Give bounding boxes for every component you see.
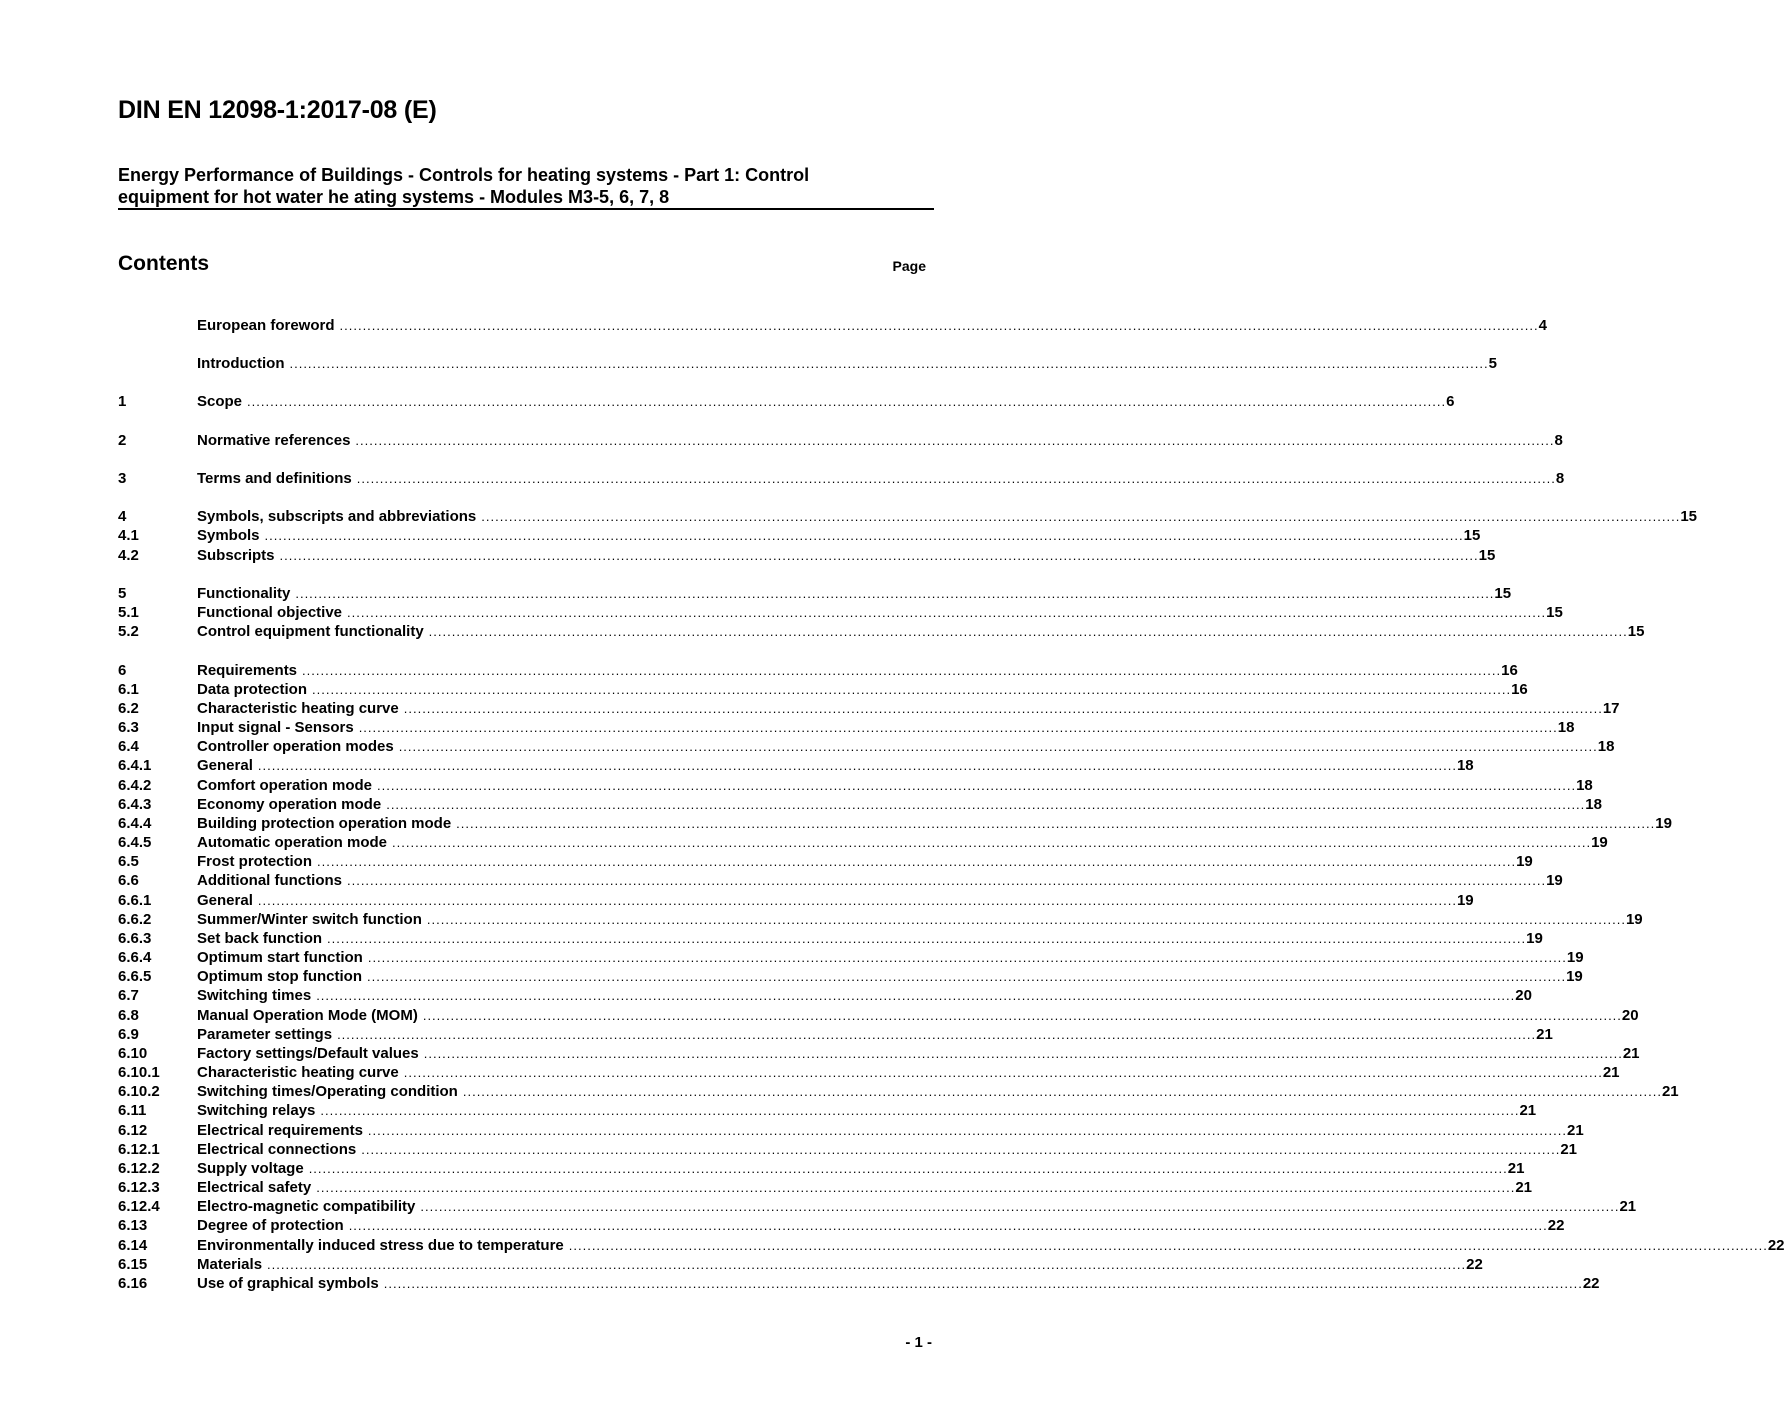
toc-entry-title: Use of graphical symbols bbox=[197, 1275, 379, 1292]
toc-entry[interactable] bbox=[118, 795, 1602, 814]
subtitle-line-2: equipment for hot water he ating systems - Modules M3-5, 6, 7, 8 bbox=[118, 187, 670, 207]
toc-entry-page: 21 bbox=[1515, 1179, 1533, 1196]
toc-dot-leader: .................................................................................................................................................................................................................................................................... bbox=[456, 816, 1656, 831]
toc-entry-page: 15 bbox=[1478, 547, 1496, 564]
toc-dot-leader: .................................................................................................................................................................................................................................................................... bbox=[356, 471, 1556, 486]
toc-entry-title: Parameter settings bbox=[197, 1026, 333, 1043]
toc-entry[interactable] bbox=[118, 1006, 1639, 1025]
toc-entry-number: 6.12 bbox=[118, 1122, 148, 1139]
toc-entry-number: 6.2 bbox=[118, 700, 139, 717]
toc-entry[interactable] bbox=[118, 1044, 1640, 1063]
toc-entry-page: 19 bbox=[1566, 968, 1583, 985]
toc-entry-title: Subscripts bbox=[197, 547, 275, 564]
toc-entry-number: 4.1 bbox=[118, 527, 139, 544]
toc-dot-leader: .................................................................................................................................................................................................................................................................... bbox=[367, 1123, 1567, 1138]
page-column-label: Page bbox=[892, 258, 926, 274]
toc-entry-number: 6.4.1 bbox=[118, 757, 152, 774]
toc-entry-title: Scope bbox=[197, 393, 243, 410]
toc-entry-page: 17 bbox=[1602, 700, 1620, 717]
toc-entry-title: Building protection operation mode bbox=[197, 815, 452, 832]
toc-entry-title: Functional objective bbox=[197, 604, 343, 621]
toc-entry-page: 18 bbox=[1557, 719, 1575, 736]
contents-heading: Contents bbox=[118, 252, 209, 275]
toc-entry-title: Optimum stop function bbox=[197, 968, 362, 985]
toc-dot-leader: .................................................................................................................................................................................................................................................................... bbox=[366, 969, 1567, 984]
toc-entry-page: 19 bbox=[1591, 834, 1608, 851]
toc-entry[interactable] bbox=[118, 833, 1608, 852]
toc-entry-page: 15 bbox=[1546, 604, 1563, 621]
toc-dot-leader: .................................................................................................................................................................................................................................................................... bbox=[423, 1046, 1623, 1061]
toc-entry[interactable] bbox=[118, 776, 1593, 795]
toc-entry-page: 15 bbox=[1680, 508, 1698, 525]
toc-entry[interactable] bbox=[118, 967, 1583, 986]
toc-entry-number: 3 bbox=[118, 470, 127, 487]
toc-entry-page: 15 bbox=[1627, 623, 1645, 640]
toc-entry-page: 19 bbox=[1516, 853, 1533, 870]
toc-dot-leader: .................................................................................................................................................................................................................................................................... bbox=[392, 835, 1592, 850]
toc-entry-number: 6.12.2 bbox=[118, 1160, 160, 1177]
toc-dot-leader: .................................................................................................................................................................................................................................................................... bbox=[346, 873, 1547, 888]
toc-entry-title: Additional functions bbox=[197, 872, 342, 889]
toc-dot-leader: .................................................................................................................................................................................................................................................................... bbox=[403, 1065, 1603, 1080]
toc-dot-leader: .................................................................................................................................................................................................................................................................... bbox=[320, 1103, 1520, 1118]
toc-entry-number: 6.4.4 bbox=[118, 815, 152, 832]
toc-entry-title: Degree of protection bbox=[197, 1217, 344, 1234]
toc-entry-number: 6.9 bbox=[118, 1026, 139, 1043]
toc-entry[interactable] bbox=[118, 929, 1543, 948]
toc-entry-page: 22 bbox=[1582, 1275, 1600, 1292]
toc-dot-leader: .................................................................................................................................................................................................................................................................... bbox=[420, 1199, 1620, 1214]
toc-entry-page: 21 bbox=[1619, 1198, 1637, 1215]
toc-entry-page: 4 bbox=[1538, 317, 1547, 334]
toc-dot-leader: .................................................................................................................................................................................................................................................................... bbox=[264, 528, 1464, 543]
toc-entry[interactable] bbox=[118, 1101, 1537, 1120]
toc-entry[interactable] bbox=[118, 1121, 1584, 1140]
toc-dot-leader: .................................................................................................................................................................................................................................................................... bbox=[568, 1238, 1768, 1253]
toc-entry[interactable] bbox=[118, 546, 1496, 565]
toc-dot-leader: .................................................................................................................................................................................................................................................................... bbox=[267, 1257, 1467, 1272]
toc-entry-number: 6.6.3 bbox=[118, 930, 152, 947]
toc-entry-page: 22 bbox=[1547, 1217, 1565, 1234]
toc-entry-number: 6.12.1 bbox=[118, 1141, 160, 1158]
toc-dot-leader: .................................................................................................................................................................................................................................................................... bbox=[316, 1180, 1516, 1195]
toc-entry-title: Manual Operation Mode (MOM) bbox=[197, 1007, 418, 1024]
toc-entry[interactable] bbox=[118, 986, 1532, 1005]
toc-entry-page: 21 bbox=[1622, 1045, 1640, 1062]
toc-entry-number: 6.4 bbox=[118, 738, 139, 755]
toc-entry-title: Functionality bbox=[197, 585, 291, 602]
toc-entry[interactable] bbox=[118, 1216, 1565, 1235]
toc-entry[interactable] bbox=[118, 1025, 1553, 1044]
toc-entry[interactable] bbox=[118, 756, 1474, 775]
toc-entry[interactable] bbox=[118, 469, 1565, 488]
toc-entry-page: 22 bbox=[1767, 1237, 1785, 1254]
toc-entry-title: Switching times bbox=[197, 987, 312, 1004]
toc-entry[interactable] bbox=[118, 1197, 1637, 1216]
toc-entry[interactable] bbox=[118, 1274, 1600, 1293]
toc-dot-leader: .................................................................................................................................................................................................................................................................... bbox=[358, 720, 1558, 735]
toc-entry[interactable] bbox=[118, 699, 1620, 718]
toc-dot-leader: .................................................................................................................................................................................................................................................................... bbox=[312, 682, 1512, 697]
toc-entry[interactable] bbox=[118, 431, 1563, 450]
toc-dot-leader: .................................................................................................................................................................................................................................................................... bbox=[337, 1027, 1537, 1042]
toc-entry-page: 16 bbox=[1501, 662, 1518, 679]
toc-entry[interactable] bbox=[118, 603, 1563, 622]
toc-dot-leader: .................................................................................................................................................................................................................................................................... bbox=[257, 893, 1457, 908]
toc-entry-page: 21 bbox=[1567, 1122, 1584, 1139]
toc-entry-number: 6.6.4 bbox=[118, 949, 152, 966]
toc-entry-title: Materials bbox=[197, 1256, 263, 1273]
toc-entry-title: Electrical safety bbox=[197, 1179, 312, 1196]
toc-entry-number: 6.4.2 bbox=[118, 777, 152, 794]
toc-entry-page: 19 bbox=[1566, 949, 1584, 966]
toc-entry[interactable] bbox=[118, 1255, 1483, 1274]
toc-entry-number: 6.1 bbox=[118, 681, 139, 698]
toc-entry-title: General bbox=[197, 892, 253, 909]
toc-entry-title: Environmentally induced stress due to temperature bbox=[197, 1237, 564, 1254]
toc-entry-number: 6.6 bbox=[118, 872, 139, 889]
toc-entry-page: 16 bbox=[1511, 681, 1528, 698]
toc-entry-title: European foreword bbox=[197, 317, 335, 334]
toc-entry-title: Characteristic heating curve bbox=[197, 700, 399, 717]
toc-entry-title: Control equipment functionality bbox=[197, 623, 424, 640]
toc-entry-number: 6.5 bbox=[118, 853, 139, 870]
toc-dot-leader: .................................................................................................................................................................................................................................................................... bbox=[403, 701, 1603, 716]
toc-entry-number: 6.4.3 bbox=[118, 796, 152, 813]
toc-entry[interactable] bbox=[118, 737, 1615, 756]
toc-entry-page: 6 bbox=[1446, 393, 1455, 410]
toc-entry-number: 6.4.5 bbox=[118, 834, 152, 851]
toc-entry-title: Summer/Winter switch function bbox=[197, 911, 422, 928]
toc-entry-title: Input signal - Sensors bbox=[197, 719, 354, 736]
toc-entry-page: 19 bbox=[1655, 815, 1672, 832]
toc-entry-title: Frost protection bbox=[197, 853, 312, 870]
toc-entry-title: Requirements bbox=[197, 662, 298, 679]
toc-entry-page: 21 bbox=[1602, 1064, 1620, 1081]
toc-dot-leader: .................................................................................................................................................................................................................................................................... bbox=[422, 1008, 1622, 1023]
toc-entry-number: 5.1 bbox=[118, 604, 139, 621]
toc-dot-leader: .................................................................................................................................................................................................................................................................... bbox=[386, 797, 1586, 812]
toc-entry-number: 4 bbox=[118, 508, 127, 525]
toc-entry-page: 20 bbox=[1515, 987, 1532, 1004]
toc-dot-leader: .................................................................................................................................................................................................................................................................... bbox=[247, 394, 1447, 409]
toc-entry-title: Terms and definitions bbox=[197, 470, 352, 487]
toc-entry-title: Symbols, subscripts and abbreviations bbox=[197, 508, 477, 525]
toc-dot-leader: .................................................................................................................................................................................................................................................................... bbox=[257, 758, 1457, 773]
toc-entry-number: 6.6.5 bbox=[118, 968, 152, 985]
toc-entry-number: 6.11 bbox=[118, 1102, 147, 1119]
toc-entry-number: 2 bbox=[118, 432, 127, 449]
toc-entry-page: 18 bbox=[1585, 796, 1602, 813]
toc-entry[interactable] bbox=[118, 1082, 1679, 1101]
toc-entry-page: 21 bbox=[1661, 1083, 1679, 1100]
toc-dot-leader: .................................................................................................................................................................................................................................................................... bbox=[348, 1218, 1548, 1233]
toc-dot-leader: .................................................................................................................................................................................................................................................................... bbox=[339, 318, 1539, 333]
toc-dot-leader: .................................................................................................................................................................................................................................................................... bbox=[361, 1142, 1561, 1157]
toc-entry-title: Data protection bbox=[197, 681, 308, 698]
toc-entry-number: 6.10 bbox=[118, 1045, 148, 1062]
document-subtitle bbox=[118, 164, 934, 210]
toc-entry-title: Characteristic heating curve bbox=[197, 1064, 399, 1081]
toc-entry-page: 18 bbox=[1576, 777, 1593, 794]
subtitle-line-1: Energy Performance of Buildings - Controls for heating systems - Part 1: Control bbox=[118, 165, 810, 185]
toc-entry-page: 21 bbox=[1507, 1160, 1525, 1177]
toc-dot-leader: .................................................................................................................................................................................................................................................................... bbox=[316, 988, 1516, 1003]
toc-entry-title: Economy operation mode bbox=[197, 796, 382, 813]
toc-dot-leader: .................................................................................................................................................................................................................................................................... bbox=[481, 509, 1681, 524]
toc-entry-page: 18 bbox=[1456, 757, 1474, 774]
toc-entry-number: 6.7 bbox=[118, 987, 139, 1004]
toc-entry[interactable] bbox=[118, 316, 1547, 335]
toc-entry-page: 8 bbox=[1555, 470, 1565, 487]
toc-dot-leader: .................................................................................................................................................................................................................................................................... bbox=[317, 854, 1517, 869]
toc-entry-title: Introduction bbox=[197, 355, 285, 372]
toc-entry-title: Electro-magnetic compatibility bbox=[197, 1198, 416, 1215]
toc-dot-leader: .................................................................................................................................................................................................................................................................... bbox=[428, 624, 1628, 639]
toc-entry[interactable] bbox=[118, 1063, 1620, 1082]
toc-entry-number: 5.2 bbox=[118, 623, 139, 640]
toc-entry-page: 19 bbox=[1625, 911, 1643, 928]
toc-entry-number: 6.6.1 bbox=[118, 892, 152, 909]
toc-entry-title: Switching times/Operating condition bbox=[197, 1083, 458, 1100]
toc-entry[interactable] bbox=[118, 680, 1528, 699]
toc-entry[interactable] bbox=[118, 354, 1497, 373]
toc-entry-title: Symbols bbox=[197, 527, 260, 544]
toc-entry-title: Electrical requirements bbox=[197, 1122, 363, 1139]
toc-entry[interactable] bbox=[118, 507, 1698, 526]
toc-entry[interactable] bbox=[118, 891, 1474, 910]
toc-entry[interactable] bbox=[118, 622, 1645, 641]
toc-dot-leader: .................................................................................................................................................................................................................................................................... bbox=[308, 1161, 1508, 1176]
toc-entry-title: Factory settings/Default values bbox=[197, 1045, 419, 1062]
toc-entry-title: Electrical connections bbox=[197, 1141, 357, 1158]
toc-entry[interactable] bbox=[118, 852, 1533, 871]
toc-dot-leader: .................................................................................................................................................................................................................................................................... bbox=[327, 931, 1527, 946]
toc-entry[interactable] bbox=[118, 871, 1563, 890]
toc-dot-leader: .................................................................................................................................................................................................................................................................... bbox=[383, 1276, 1583, 1291]
toc-entry-page: 15 bbox=[1463, 527, 1481, 544]
toc-entry-number: 6 bbox=[118, 662, 127, 679]
toc-entry[interactable] bbox=[118, 1236, 1785, 1255]
toc-entry-page: 21 bbox=[1560, 1141, 1577, 1158]
toc-dot-leader: .................................................................................................................................................................................................................................................................... bbox=[279, 548, 1479, 563]
page-number: - 1 - bbox=[905, 1334, 932, 1351]
toc-entry-title: Set back function bbox=[197, 930, 323, 947]
toc-entry-title: Controller operation modes bbox=[197, 738, 394, 755]
toc-entry-number: 4.2 bbox=[118, 547, 139, 564]
toc-entry-number: 6.6.2 bbox=[118, 911, 152, 928]
toc-entry-page: 20 bbox=[1621, 1007, 1639, 1024]
toc-entry-page: 19 bbox=[1526, 930, 1543, 947]
toc-dot-leader: .................................................................................................................................................................................................................................................................... bbox=[426, 912, 1626, 927]
toc-dot-leader: .................................................................................................................................................................................................................................................................... bbox=[302, 663, 1502, 678]
toc-entry-number: 6.10.2 bbox=[118, 1083, 160, 1100]
toc-dot-leader: .................................................................................................................................................................................................................................................................... bbox=[377, 778, 1577, 793]
toc-entry-number: 6.12.4 bbox=[118, 1198, 160, 1215]
toc-entry[interactable] bbox=[118, 1159, 1525, 1178]
toc-entry[interactable] bbox=[118, 718, 1575, 737]
toc-entry-page: 22 bbox=[1466, 1256, 1483, 1273]
toc-entry-page: 15 bbox=[1494, 585, 1512, 602]
toc-entry-title: Supply voltage bbox=[197, 1160, 304, 1177]
toc-dot-leader: .................................................................................................................................................................................................................................................................... bbox=[289, 356, 1489, 371]
toc-entry[interactable] bbox=[118, 526, 1481, 545]
toc-entry-title: Optimum start function bbox=[197, 949, 363, 966]
toc-entry-title: Comfort operation mode bbox=[197, 777, 372, 794]
toc-entry[interactable] bbox=[118, 1178, 1533, 1197]
toc-entry-number: 6.12.3 bbox=[118, 1179, 160, 1196]
toc-entry-title: Normative references bbox=[197, 432, 351, 449]
toc-entry-number: 6.3 bbox=[118, 719, 139, 736]
toc-entry-page: 21 bbox=[1519, 1102, 1537, 1119]
toc-entry[interactable] bbox=[118, 392, 1455, 411]
toc-entry-page: 19 bbox=[1456, 892, 1474, 909]
toc-entry-number: 6.14 bbox=[118, 1237, 148, 1254]
toc-entry-title: General bbox=[197, 757, 253, 774]
toc-entry-number: 1 bbox=[118, 393, 127, 410]
toc-entry-number: 5 bbox=[118, 585, 127, 602]
toc-entry-number: 6.10.1 bbox=[118, 1064, 160, 1081]
toc-dot-leader: .................................................................................................................................................................................................................................................................... bbox=[462, 1084, 1662, 1099]
toc-entry[interactable] bbox=[118, 661, 1518, 680]
toc-entry-title: Switching relays bbox=[197, 1102, 316, 1119]
toc-entry-number: 6.13 bbox=[118, 1217, 148, 1234]
toc-entry[interactable] bbox=[118, 948, 1584, 967]
toc-dot-leader: .................................................................................................................................................................................................................................................................... bbox=[295, 586, 1495, 601]
toc-entry-page: 8 bbox=[1554, 432, 1563, 449]
toc-entry-title: Automatic operation mode bbox=[197, 834, 388, 851]
toc-entry[interactable] bbox=[118, 814, 1672, 833]
toc-entry-page: 19 bbox=[1546, 872, 1563, 889]
toc-entry-page: 21 bbox=[1536, 1026, 1553, 1043]
toc-entry[interactable] bbox=[118, 1140, 1577, 1159]
toc-entry[interactable] bbox=[118, 910, 1643, 929]
toc-entry[interactable] bbox=[118, 584, 1512, 603]
toc-entry-page: 18 bbox=[1597, 738, 1615, 755]
document-title: DIN EN 12098-1:2017-08 (E) bbox=[118, 96, 437, 124]
toc-entry-number: 6.16 bbox=[118, 1275, 148, 1292]
toc-entry-page: 5 bbox=[1488, 355, 1497, 372]
toc-entry-number: 6.8 bbox=[118, 1007, 139, 1024]
toc-entry-number: 6.15 bbox=[118, 1256, 148, 1273]
toc-dot-leader: .................................................................................................................................................................................................................................................................... bbox=[398, 739, 1598, 754]
toc-dot-leader: .................................................................................................................................................................................................................................................................... bbox=[355, 433, 1555, 448]
toc-dot-leader: .................................................................................................................................................................................................................................................................... bbox=[367, 950, 1567, 965]
toc-dot-leader: .................................................................................................................................................................................................................................................................... bbox=[347, 605, 1547, 620]
